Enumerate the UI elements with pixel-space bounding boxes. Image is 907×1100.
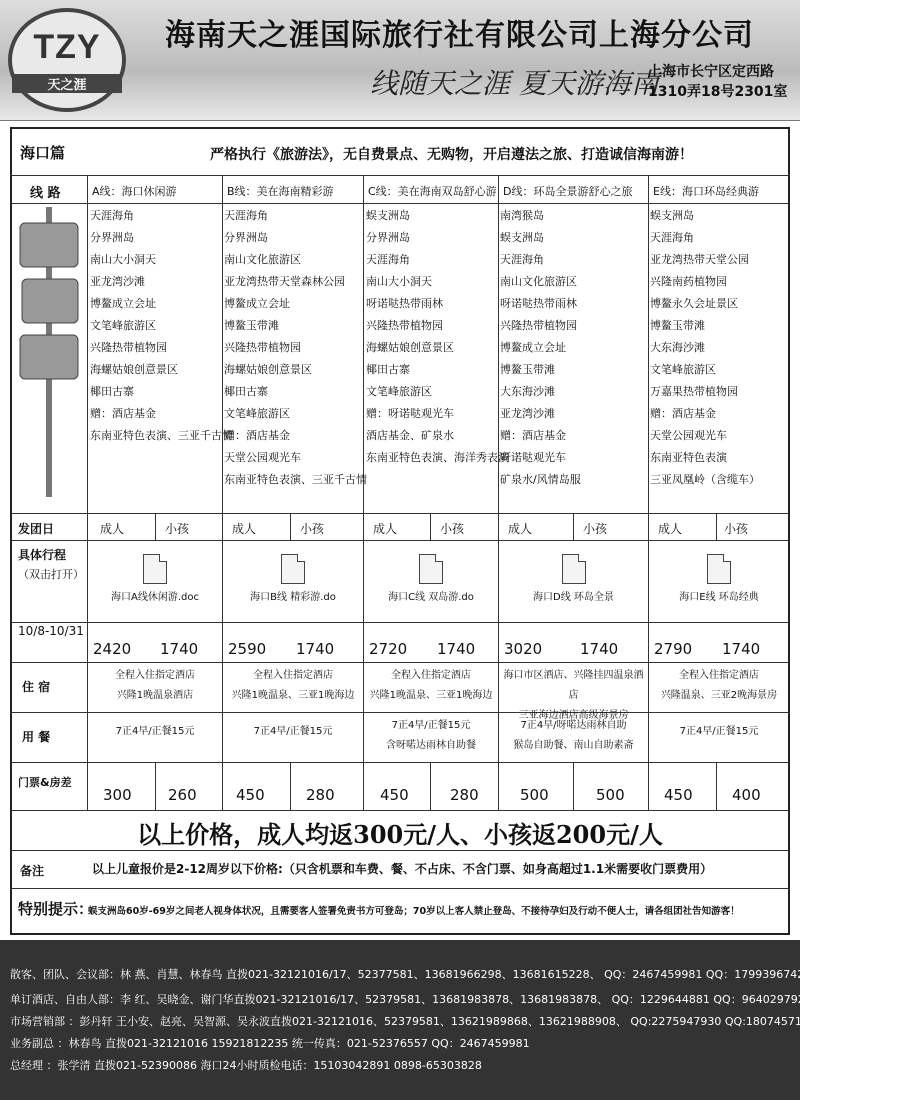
list-item: 兴隆热带植物园 [366,319,443,332]
header-banner [0,0,800,121]
list-item: 万嘉果热带植物园 [650,385,738,398]
contact-footer [0,940,907,1100]
policy-statement: 严格执行《旅游法》，无自费景点、无购物，开启遵法之旅、打造诚信海南游！ [210,147,693,163]
contact-row: 总经理 ：张学清 直拨021-52390086 海口24小时质检电话：15103042891 0898-65303828 [10,1059,482,1072]
list-item: 亚龙湾热带天堂森林公园 [224,275,345,288]
itinerary-file-b[interactable] [223,548,363,603]
child-price-b: 1740 [296,640,335,658]
list-item: 南山大小洞天 [366,275,432,288]
list-item: 天堂公园观光车 [650,429,727,442]
contact-row: 业务副总 ：林春鸟 直拨021-32121016 15921812235 统一传真：021-52376557 QQ：2467459981 [10,1037,530,1050]
list-item: 酒店基金、矿泉水 [366,429,454,442]
route-d-title: D线：环岛全景游舒心之旅 [503,185,633,198]
company-logo [8,8,126,112]
route-e-title: E线：海口环岛经典游 [653,185,759,198]
adult-price-d: 3020 [504,640,543,658]
tickets-label: 门票&房差 [18,776,72,789]
list-item: 东南亚特色表演、三亚千古情 [224,473,367,486]
logo-text: TZY [33,28,101,66]
route-label: 线 路 [30,186,61,201]
list-item: 博鳌玉带滩 [650,319,705,332]
adult-header: 成人 [373,522,398,536]
child-price-a: 1740 [160,640,199,658]
remark-text: 以上儿童报价是2-12周岁以下价格:（只含机票和车费、餐、不占床、不含门票、如身高超过1.1米需要收门票费用） [92,862,713,876]
ticket-child-b: 280 [306,786,335,804]
list-item: 文笔峰旅游区 [90,319,156,332]
adult-header: 成人 [508,522,533,536]
list-item: 东南亚特色表演、三亚千古情 [90,429,233,442]
document-icon [562,554,586,584]
itinerary-file-name: 海口B线 精彩游.do [250,592,336,603]
contact-row: 散客、团队、会议部：林 燕、肖慧、林春鸟 直拨021-32121016/17、52377581、13681966298、13681615228、 QQ：2467459981 QQ：1799396742 QQ：2311697370 [10,968,906,981]
list-item: 椰田古寨 [366,363,410,376]
ticket-child-e: 400 [732,786,761,804]
contact-row: 市场营销部 ：彭丹轩 王小安、赵亮、吴智源、吴永波直拨021-32121016、52379581、13621989868、13621988908、 QQ:2275947930 QQ:1807457134、 [10,1015,827,1028]
address-line-1: 上海市长宁区定西路 [648,64,774,80]
document-icon [419,554,443,584]
rebate-banner: 以上价格，成人均返300元/人、小孩返200元/人 [137,820,663,849]
ticket-adult-e: 450 [664,786,693,804]
list-item: 天涯海角 [90,209,134,222]
list-item: 东南亚特色表演、海洋秀表演 [366,451,509,464]
ticket-child-a: 260 [168,786,197,804]
list-item: 亚龙湾沙滩 [500,407,555,420]
list-item: 亚龙湾热带天堂公园 [650,253,749,266]
date-range: 10/8-10/31 [18,624,84,638]
adult-price-b: 2590 [228,640,267,658]
lodging-text: 全程入住指定酒店 [391,670,471,681]
ticket-child-d: 500 [596,786,625,804]
meal-text: 7正4早/正餐15元 [115,726,195,737]
list-item: 博鳌玉带滩 [224,319,279,332]
list-item: 文笔峰旅游区 [366,385,432,398]
list-item: 大东海沙滩 [500,385,555,398]
list-item: 博鳌成立会址 [90,297,156,310]
address [648,62,787,102]
list-item: 海螺姑娘创意景区 [90,363,178,376]
slogan: 线随天之涯 夏天游海南 [370,67,659,100]
adult-price-a: 2420 [93,640,132,658]
meal-text: 7正4早/正餐15元 [391,720,471,731]
list-item: 赠：酒店基金 [500,429,566,442]
meals-label: 用 餐 [22,730,51,744]
list-item: 天涯海角 [366,253,410,266]
list-item: 椰田古寨 [90,385,134,398]
list-item: 南山文化旅游区 [500,275,577,288]
adult-header: 成人 [658,522,683,536]
list-item: 呀诺哒观光车 [500,451,566,464]
child-header: 小孩 [440,522,465,536]
route-c-title: C线：美在海南双岛舒心游 [368,185,497,198]
meal-text: 7正4早/正餐15元 [679,726,759,737]
contact-row: 单订酒店、自由人部：李 红、吴晓金、谢门华直拨021-32121016/17、52379581、13681983878、13681983878、 QQ：1229644881 QQ：964029792 QQ：1799396742 [10,993,907,1006]
list-item: 东南亚特色表演 [650,451,727,464]
itinerary-file-c[interactable] [364,548,498,603]
lodging-text: 兴隆1晚温泉、三亚1晚海边 [231,690,355,701]
itinerary-file-name: 海口D线 环岛全景 [533,592,614,603]
route-a-title: A线：海口休闲游 [92,185,177,198]
route-b-title: B线：美在海南精彩游 [227,185,334,198]
itinerary-file-a[interactable] [88,548,222,603]
meal-text: 7正4早/正餐15元 [253,726,333,737]
ticket-adult-b: 450 [236,786,265,804]
child-header: 小孩 [724,522,749,536]
ticket-child-c: 280 [450,786,479,804]
itinerary-file-d[interactable] [499,548,648,603]
document-icon [143,554,167,584]
list-item: 博鳌成立会址 [224,297,290,310]
list-item: 海螺姑娘创意景区 [366,341,454,354]
lodging-text: 全程入住指定酒店 [253,670,333,681]
list-item: 南山文化旅游区 [224,253,301,266]
notice-label: 特别提示： [18,900,94,918]
itinerary-file-name: 海口E线 环岛经典 [679,592,759,603]
child-price-e: 1740 [722,640,761,658]
child-price-d: 1740 [580,640,619,658]
itinerary-label: 具体行程 [18,548,67,562]
notice-text: 蜈支洲岛60岁-69岁之间老人视身体状况，且需要客人签署免责书方可登岛；70岁以上客人禁止登岛、不接待孕妇及行动不便人士，请各组团社告知游客！ [88,906,740,917]
list-item: 兴隆热带植物园 [90,341,167,354]
lodging-text: 兴隆温泉、三亚2晚海景房 [660,690,778,701]
list-item: 兴隆热带植物园 [224,341,301,354]
signpost-illustration [18,207,82,497]
lodging-text: 海口市区酒店、兴隆挂四温泉酒店 [503,670,644,701]
list-item: 椰田古寨 [224,385,268,398]
list-item: 文笔峰旅游区 [650,363,716,376]
list-item: 赠：酒店基金 [224,429,290,442]
list-item: 博鳌玉带滩 [500,363,555,376]
list-item: 赠：呀诺哒观光车 [366,407,454,420]
adult-price-c: 2720 [369,640,408,658]
list-item: 分界洲岛 [224,231,268,244]
list-item: 兴隆热带植物园 [500,319,577,332]
list-item: 分界洲岛 [366,231,410,244]
list-item: 赠：酒店基金 [90,407,156,420]
address-line-2: 1310弄18号2301室 [648,84,788,100]
list-item: 蜈支洲岛 [500,231,544,244]
document-icon [707,554,731,584]
ticket-adult-c: 450 [380,786,409,804]
adult-price-e: 2790 [654,640,693,658]
meal-text: 猴岛自助餐、南山自助素斋 [513,740,634,751]
adult-header: 成人 [232,522,257,536]
company-name: 海南天之涯国际旅行社有限公司上海分公司 [165,18,754,53]
list-item: 博鳌永久会址景区 [650,297,738,310]
child-price-c: 1740 [437,640,476,658]
list-item: 蜈支洲岛 [366,209,410,222]
list-item: 呀诺哒热带雨林 [366,297,443,310]
itinerary-file-name: 海口A线休闲游.doc [111,592,199,603]
adult-header: 成人 [100,522,125,536]
list-item: 亚龙湾沙滩 [90,275,145,288]
list-item: 兴隆南药植物园 [650,275,727,288]
child-header: 小孩 [165,522,190,536]
itinerary-file-name: 海口C线 双岛游.do [388,592,474,603]
list-item: 三亚凤凰岭（含缆车） [650,473,760,486]
list-item: 天涯海角 [500,253,544,266]
itinerary-hint: （双击打开） [18,568,84,581]
ticket-adult-d: 500 [520,786,549,804]
departure-label: 发团日 [18,522,55,536]
meal-text: 7正4早/呀喏达雨林自助 [520,720,627,731]
list-item: 博鳌成立会址 [500,341,566,354]
list-item: 赠：酒店基金 [650,407,716,420]
lodging-text: 全程入住指定酒店 [679,670,759,681]
list-item: 大东海沙滩 [650,341,705,354]
meal-text: 含呀喏达雨林自助餐 [386,740,476,751]
list-item: 蜈支洲岛 [650,209,694,222]
list-item: 分界洲岛 [90,231,134,244]
lodging-label: 住 宿 [22,680,51,694]
lodging-text: 全程入住指定酒店 [115,670,195,681]
lodging-text: 兴隆1晚温泉酒店 [116,690,194,701]
section-title: 海口篇 [20,144,66,162]
list-item: 天堂公园观光车 [224,451,301,464]
logo-subtitle: 天之涯 [12,74,122,93]
list-item: 矿泉水/风情岛服 [500,473,581,486]
ticket-adult-a: 300 [103,786,132,804]
document-icon [281,554,305,584]
list-item: 呀诺哒热带雨林 [500,297,577,310]
remark-label: 备注 [20,864,45,878]
list-item: 海螺姑娘创意景区 [224,363,312,376]
lodging-text: 三亚海边酒店高级海景房 [518,710,629,721]
list-item: 南山大小洞天 [90,253,156,266]
child-header: 小孩 [583,522,608,536]
list-item: 天涯海角 [224,209,268,222]
lodging-text: 兴隆1晚温泉、三亚1晚海边 [369,690,493,701]
itinerary-file-e[interactable] [649,548,789,603]
list-item: 文笔峰旅游区 [224,407,290,420]
list-item: 南湾猴岛 [500,209,544,222]
list-item: 天涯海角 [650,231,694,244]
child-header: 小孩 [300,522,325,536]
